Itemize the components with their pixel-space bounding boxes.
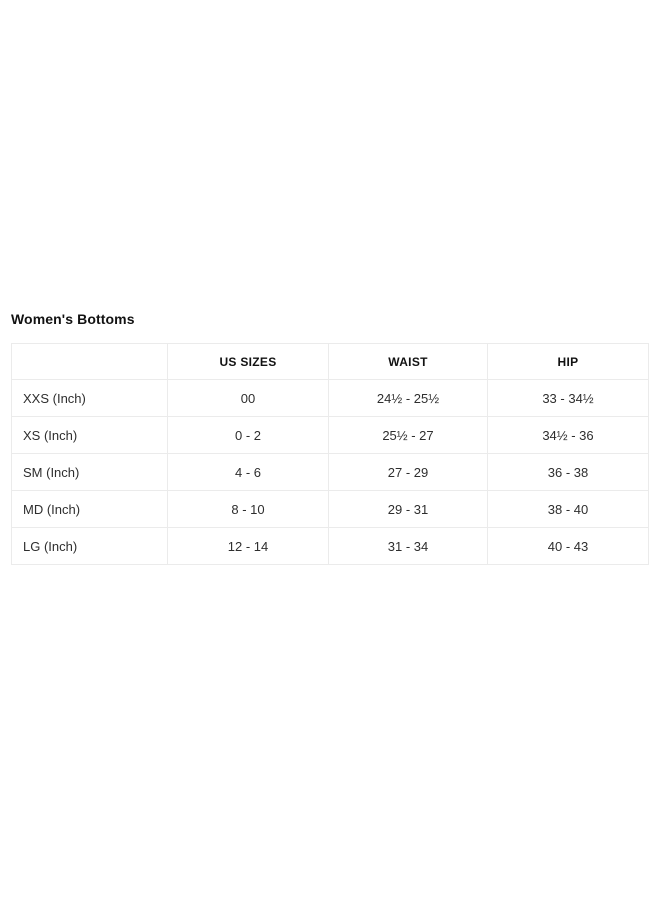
table-row-md <box>12 491 649 528</box>
hip-value-md: 38 - 40 <box>488 491 649 528</box>
header-cell-us-sizes: US SIZES <box>168 344 329 380</box>
header-cell-blank <box>12 344 168 380</box>
page-title: Women's Bottoms <box>11 311 135 327</box>
row-label-xxs: XXS (Inch) <box>12 380 168 417</box>
us-sizes-value-sm: 4 - 6 <box>168 454 329 491</box>
header-cell-hip: HIP <box>488 344 649 380</box>
table-row-xxs <box>12 380 649 417</box>
size-chart-table <box>11 343 649 565</box>
waist-value-xs: 25½ - 27 <box>329 417 488 454</box>
row-label-lg: LG (Inch) <box>12 528 168 565</box>
table-row-lg <box>12 528 649 565</box>
row-label-xs: XS (Inch) <box>12 417 168 454</box>
table-row-sm <box>12 454 649 491</box>
header-cell-waist: WAIST <box>329 344 488 380</box>
row-label-md: MD (Inch) <box>12 491 168 528</box>
hip-value-xs: 34½ - 36 <box>488 417 649 454</box>
waist-value-xxs: 24½ - 25½ <box>329 380 488 417</box>
us-sizes-value-xs: 0 - 2 <box>168 417 329 454</box>
waist-value-lg: 31 - 34 <box>329 528 488 565</box>
waist-value-md: 29 - 31 <box>329 491 488 528</box>
hip-value-sm: 36 - 38 <box>488 454 649 491</box>
hip-value-lg: 40 - 43 <box>488 528 649 565</box>
us-sizes-value-xxs: 00 <box>168 380 329 417</box>
hip-value-xxs: 33 - 34½ <box>488 380 649 417</box>
table-row-xs <box>12 417 649 454</box>
us-sizes-value-lg: 12 - 14 <box>168 528 329 565</box>
waist-value-sm: 27 - 29 <box>329 454 488 491</box>
us-sizes-value-md: 8 - 10 <box>168 491 329 528</box>
row-label-sm: SM (Inch) <box>12 454 168 491</box>
table-header-row <box>12 344 649 380</box>
